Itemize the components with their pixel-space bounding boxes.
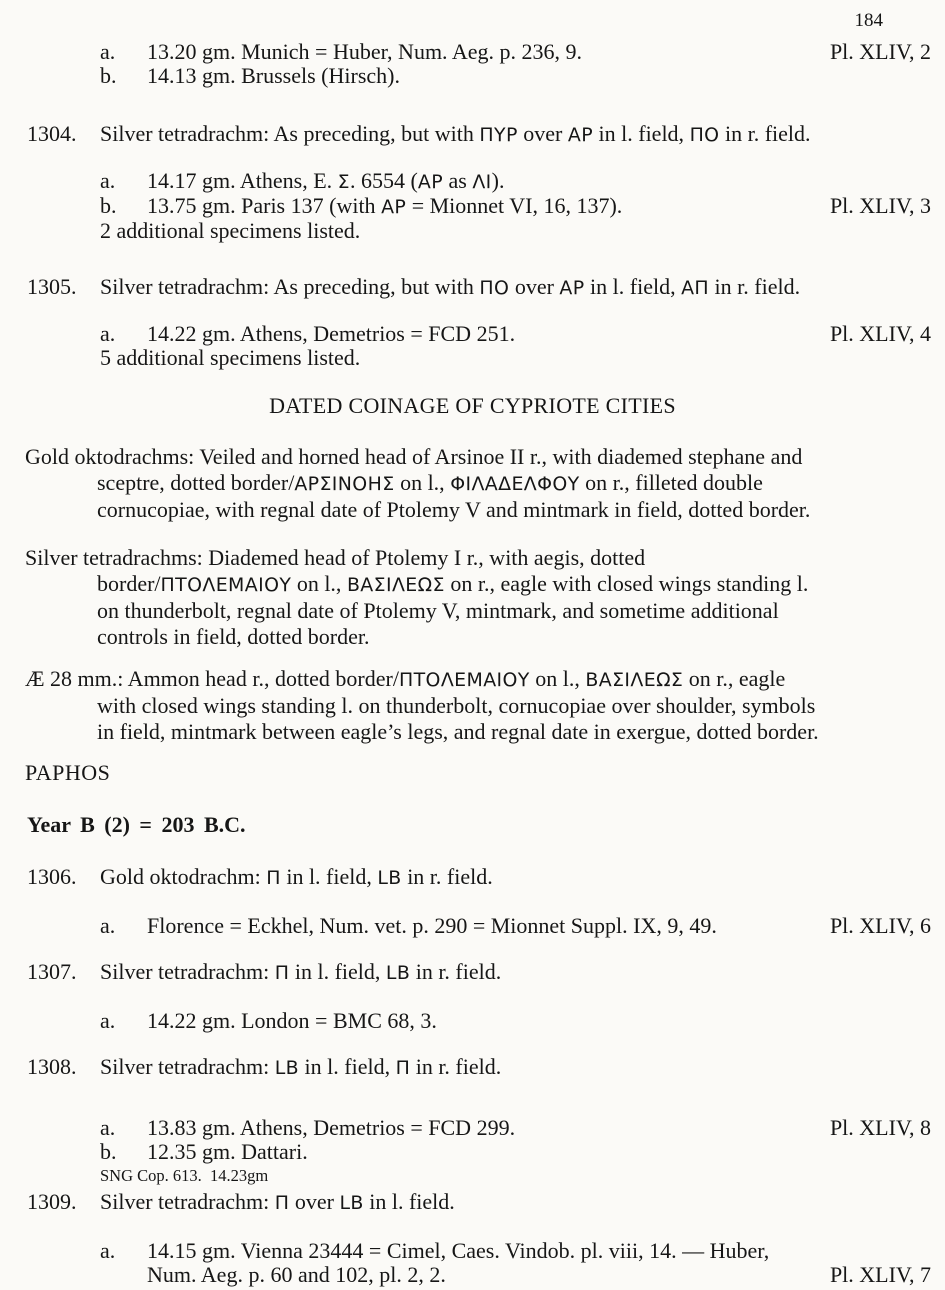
entry-number: 1309. xyxy=(27,1189,77,1214)
entry-heading xyxy=(0,1190,945,1215)
type-paragraph-gold xyxy=(0,444,945,523)
plate-reference xyxy=(921,64,931,88)
plate-reference xyxy=(921,1009,931,1033)
specimen-letter: a. xyxy=(100,1238,116,1263)
specimen-letter: b. xyxy=(100,1139,117,1164)
specimen-text: 14.22 gm. London = BMC 68, 3. xyxy=(147,1008,437,1033)
specimen-text: 14.15 gm. Vienna 23444 = Cimel, Caes. Vindob. pl. viii, 14. — Huber, xyxy=(147,1238,770,1263)
specimen-row xyxy=(0,169,945,194)
entry-heading xyxy=(0,275,945,300)
small-reference-note: SNG Cop. 613. 14.23gm xyxy=(100,1166,269,1185)
entry-number: 1307. xyxy=(27,959,77,984)
mint-heading: PAPHOS xyxy=(25,760,111,785)
specimen-continuation-row xyxy=(0,1263,945,1287)
carryover-specimen-list xyxy=(0,40,945,88)
plate-reference: Pl. XLIV, 6 xyxy=(829,913,931,938)
specimen-text: 14.13 gm. Brussels (Hirsch). xyxy=(147,63,400,88)
specimen-list xyxy=(0,1116,945,1186)
specimen-list xyxy=(0,322,945,370)
specimen-row xyxy=(0,322,945,346)
catalog-entry-1304 xyxy=(0,122,945,243)
specimen-list xyxy=(0,169,945,243)
specimen-text: 14.22 gm. Athens, Demetrios = FCD 251. xyxy=(147,321,516,346)
specimen-row xyxy=(0,1239,945,1263)
paragraph-line: on thunderbolt, regnal date of Ptolemy V, mintmark, and sometime additional xyxy=(97,598,779,623)
entry-description: Silver tetradrachm: As preceding, but with ΠΥΡ over ΑΡ in l. field, ΠΟ in r. field. xyxy=(100,121,811,146)
specimen-letter: a. xyxy=(100,1008,116,1033)
entry-description: Gold oktodrachm: Π in l. field, LΒ in r. field. xyxy=(100,864,493,889)
specimen-row xyxy=(0,1116,945,1140)
specimen-letter: b. xyxy=(100,63,117,88)
entry-heading xyxy=(0,960,945,985)
specimen-letter: a. xyxy=(100,1115,116,1140)
paragraph-line: in field, mintmark between eagle’s legs, and regnal date in exergue, dotted border. xyxy=(97,719,819,744)
section-heading: DATED COINAGE OF CYPRIOTE CITIES xyxy=(269,393,676,418)
entry-heading xyxy=(0,1055,945,1080)
plate-reference: Pl. XLIV, 3 xyxy=(829,193,931,218)
plate-reference: Pl. XLIV, 7 xyxy=(829,1262,931,1287)
paragraph-line: cornucopiae, with regnal date of Ptolemy V and mintmark in field, dotted border. xyxy=(97,497,811,522)
catalog-entry-1308 xyxy=(0,1055,945,1186)
paragraph-lead-line: Silver tetradrachms: Diademed head of Ptolemy I r., with aegis, dotted xyxy=(25,545,646,570)
specimen-row xyxy=(0,1009,945,1033)
specimen-row xyxy=(0,1140,945,1164)
paragraph-line: controls in field, dotted border. xyxy=(97,624,370,649)
specimen-text: Florence = Eckhel, Num. vet. p. 290 = Mionnet Suppl. IX, 9, 49. xyxy=(147,913,717,938)
plate-reference xyxy=(921,1239,931,1263)
specimen-text: 13.20 gm. Munich = Huber, Num. Aeg. p. 236, 9. xyxy=(147,39,582,64)
specimen-row xyxy=(0,40,945,64)
specimen-text: 13.83 gm. Athens, Demetrios = FCD 299. xyxy=(147,1115,516,1140)
specimen-text: 13.75 gm. Paris 137 (with ΑΡ = Mionnet VI, 16, 137). xyxy=(147,193,623,218)
entry-number: 1308. xyxy=(27,1054,77,1079)
entry-description: Silver tetradrachm: Π over LΒ in l. field. xyxy=(100,1189,455,1214)
entry-number: 1304. xyxy=(27,121,77,146)
entry-description: Silver tetradrachm: Π in l. field, LΒ in r. field. xyxy=(100,959,502,984)
entry-heading xyxy=(0,122,945,147)
specimen-letter: b. xyxy=(100,193,117,218)
paragraph-lead-line: Æ 28 mm.: Ammon head r., dotted border/ΠΤΟΛΕΜΑΙΟΥ on l., ΒΑΣΙΛΕΩΣ on r., eagle xyxy=(25,666,786,691)
paragraph-lead-line: Gold oktodrachms: Veiled and horned head of Arsinoe II r., with diademed stephane and xyxy=(25,444,803,469)
catalog-entry-1305 xyxy=(0,275,945,370)
plate-reference: Pl. XLIV, 2 xyxy=(829,39,931,64)
specimen-letter: a. xyxy=(100,39,116,64)
specimen-letter: a. xyxy=(100,913,116,938)
paragraph-line: sceptre, dotted border/ΑΡΣΙΝΟΗΣ on l., ΦΙΛΑΔΕΛΦΟΥ on r., filleted double xyxy=(97,470,763,495)
additional-specimens-note: 2 additional specimens listed. xyxy=(100,218,361,243)
catalog-entry-1309 xyxy=(0,1190,945,1287)
year-heading: Year B (2) = 203 B.C. xyxy=(27,812,246,837)
specimen-list xyxy=(0,1239,945,1287)
specimen-text: 14.17 gm. Athens, E. Σ. 6554 (ΑΡ as ΛΙ). xyxy=(147,168,505,193)
plate-reference xyxy=(921,169,931,194)
specimen-text: Num. Aeg. p. 60 and 102, pl. 2, 2. xyxy=(147,1262,446,1287)
plate-reference xyxy=(921,1140,931,1164)
plate-reference: Pl. XLIV, 8 xyxy=(829,1115,931,1140)
plate-reference: Pl. XLIV, 4 xyxy=(829,321,931,346)
paragraph-line: border/ΠΤΟΛΕΜΑΙΟΥ on l., ΒΑΣΙΛΕΩΣ on r., eagle with closed wings standing l. xyxy=(97,571,809,596)
entry-description: Silver tetradrachm: As preceding, but with ΠΟ over ΑΡ in l. field, ΑΠ in r. field. xyxy=(100,274,801,299)
specimen-letter: a. xyxy=(100,321,116,346)
specimen-row xyxy=(0,194,945,219)
catalog-entry-1306 xyxy=(0,865,945,938)
paragraph-line: with closed wings standing l. on thunderbolt, cornucopiae over shoulder, symbols xyxy=(97,693,816,718)
entry-description: Silver tetradrachm: LΒ in l. field, Π in r. field. xyxy=(100,1054,502,1079)
type-paragraph-bronze xyxy=(0,666,945,745)
entry-number: 1305. xyxy=(27,274,77,299)
entry-heading xyxy=(0,865,945,890)
page-number: 184 xyxy=(854,10,883,31)
specimen-text: 12.35 gm. Dattari. xyxy=(147,1139,308,1164)
specimen-letter: a. xyxy=(100,168,116,193)
specimen-row xyxy=(0,64,945,88)
entry-number: 1306. xyxy=(27,864,77,889)
type-paragraph-silver xyxy=(0,545,945,650)
catalog-entry-1307 xyxy=(0,960,945,1033)
additional-specimens-note: 5 additional specimens listed. xyxy=(100,345,361,370)
specimen-row xyxy=(0,914,945,938)
